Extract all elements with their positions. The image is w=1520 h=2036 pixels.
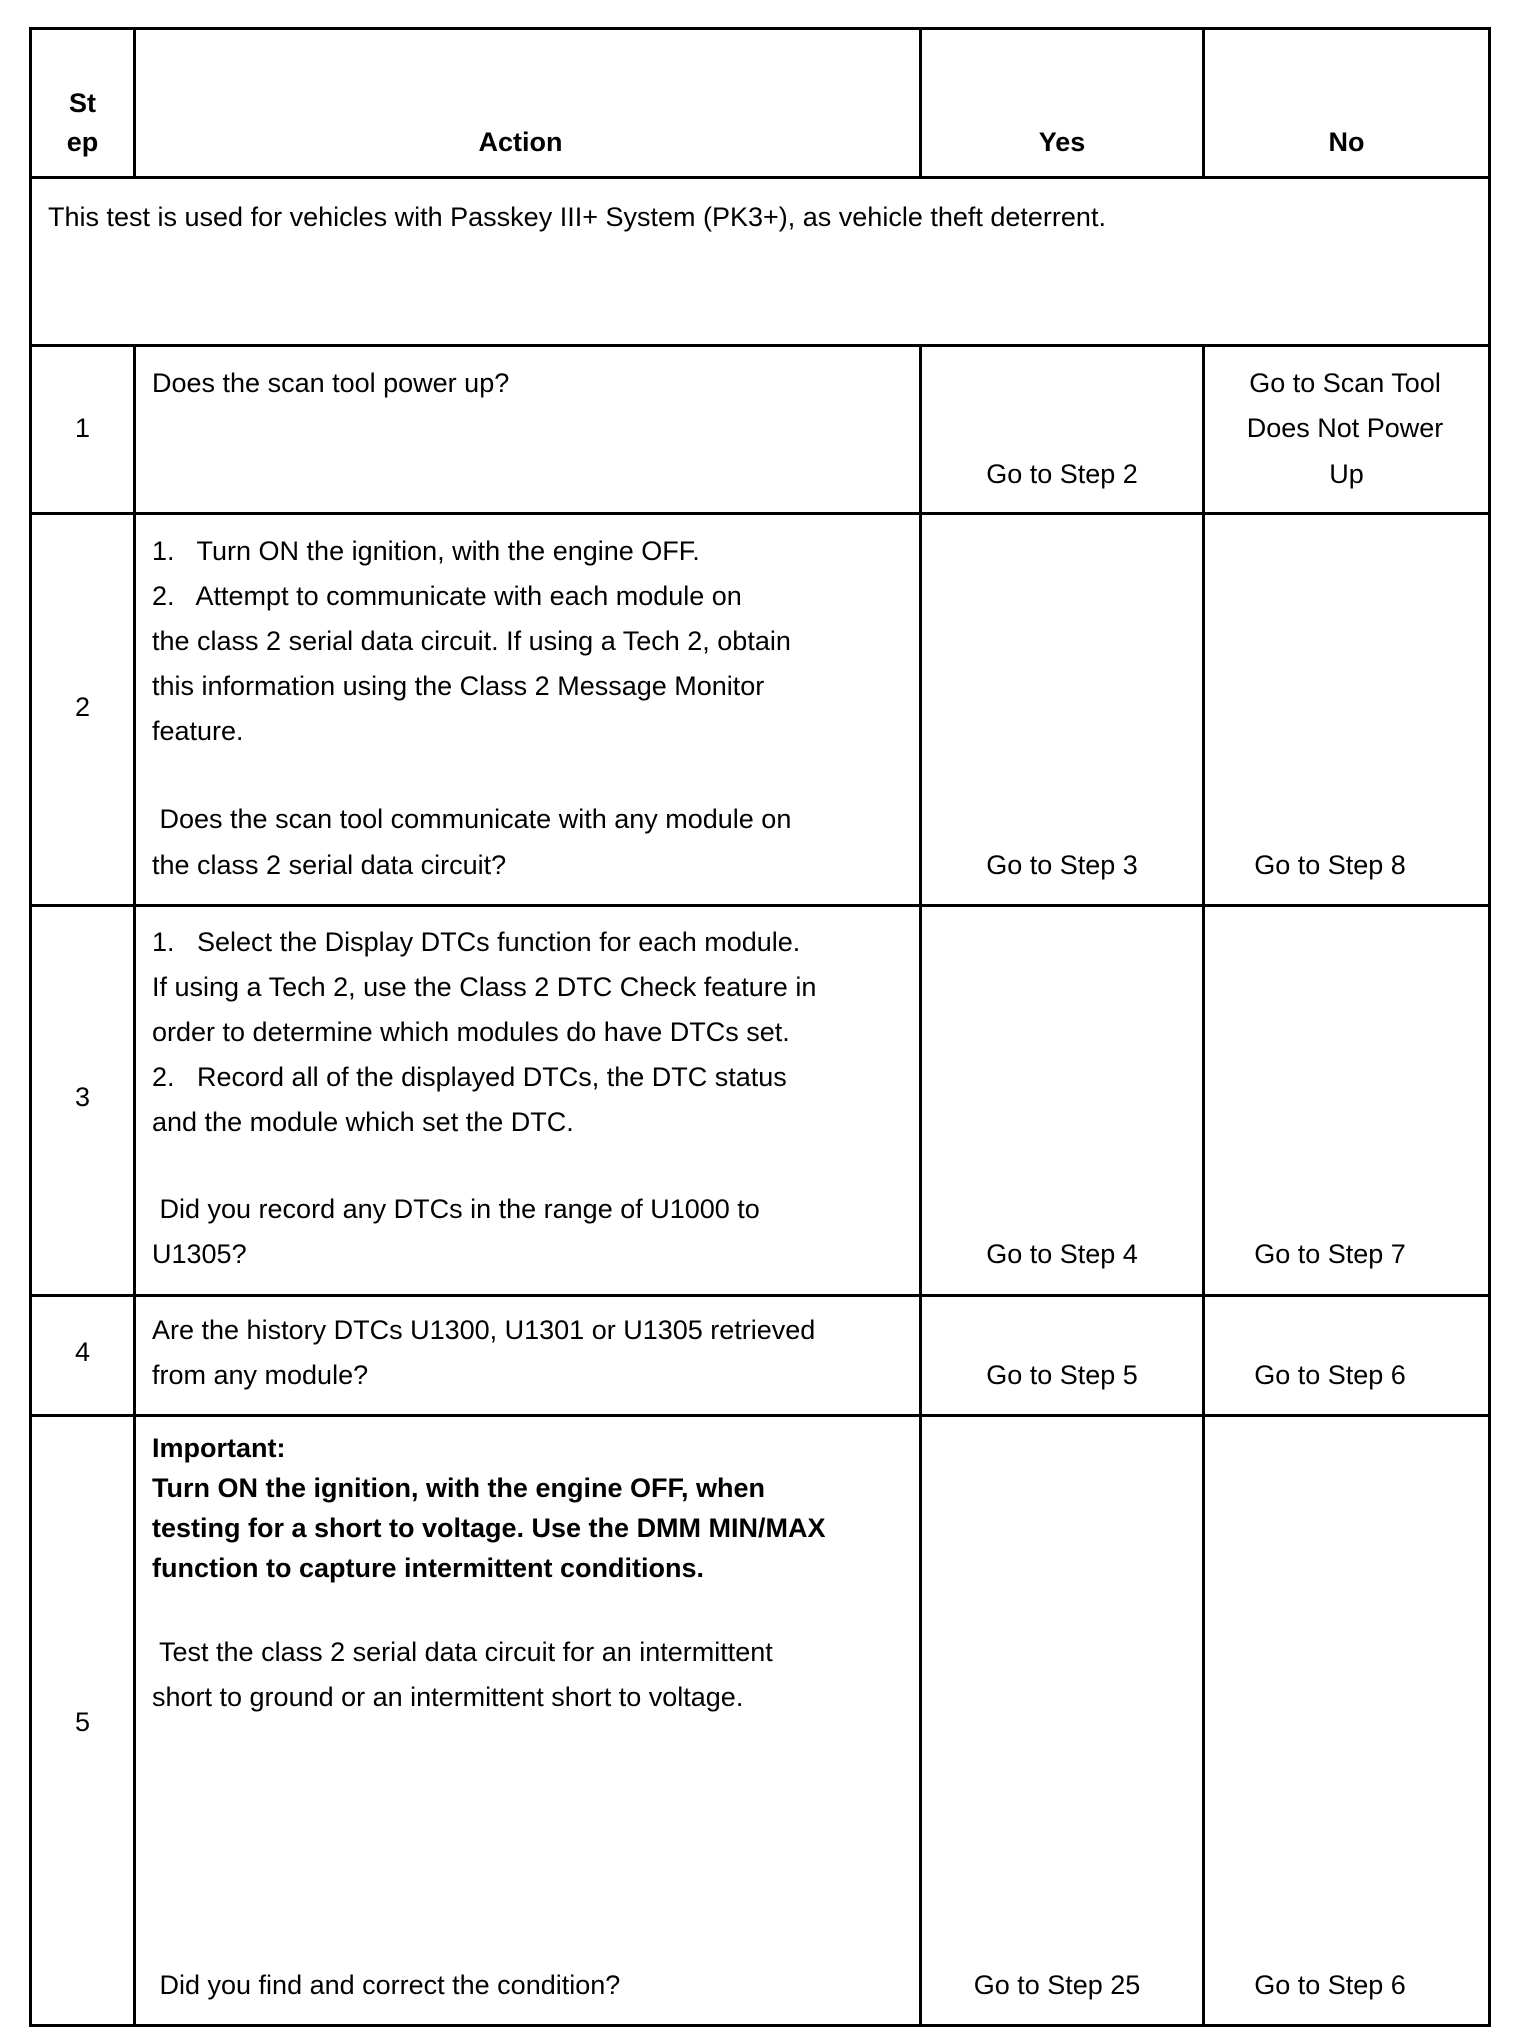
no-result: Go to Step 6 — [1254, 1360, 1406, 1390]
yes-result: Go to Step 5 — [986, 1360, 1138, 1390]
step-number: 3 — [74, 1082, 91, 1112]
action-line: Does the scan tool communicate with any module on — [152, 804, 792, 834]
yes-result: Go to Step 3 — [986, 850, 1138, 880]
row-2-divider — [29, 904, 1491, 907]
no-result: Go to Step 8 — [1254, 850, 1406, 880]
step-number: 4 — [74, 1337, 91, 1367]
action-line: 1. Select the Display DTCs function for each module. — [152, 927, 801, 957]
table-border-right — [1488, 27, 1491, 2027]
important-line: testing for a short to voltage. Use the DMM MIN/MAX — [152, 1513, 826, 1543]
action-line: feature. — [152, 716, 244, 746]
important-heading: Important: — [152, 1433, 286, 1463]
header-no: No — [1328, 127, 1365, 157]
no-result-line: Up — [1329, 459, 1364, 489]
important-line: Turn ON the ignition, with the engine OFF, when — [152, 1473, 765, 1503]
action-line: the class 2 serial data circuit? — [152, 850, 507, 880]
action-line: the class 2 serial data circuit. If using a Tech 2, obtain — [152, 626, 791, 656]
row-4-divider — [29, 1414, 1491, 1417]
action-line: 2. Record all of the displayed DTCs, the DTC status — [152, 1062, 787, 1092]
action-line: from any module? — [152, 1360, 369, 1390]
action-column-divider — [919, 344, 922, 2027]
header-step-line2: ep — [66, 127, 99, 157]
no-result-line: Go to Scan Tool — [1249, 368, 1441, 398]
action-line: If using a Tech 2, use the Class 2 DTC Check feature in — [152, 972, 817, 1002]
step-column-divider — [133, 344, 136, 2027]
action-line: Are the history DTCs U1300, U1301 or U1305 retrieved — [152, 1315, 816, 1345]
yes-result: Go to Step 2 — [986, 459, 1138, 489]
action-line: Did you record any DTCs in the range of U1000 to — [152, 1194, 760, 1224]
step-number: 5 — [74, 1707, 91, 1737]
header-step-line1: St — [69, 88, 96, 118]
yes-result: Go to Step 4 — [986, 1239, 1138, 1269]
header-action: Action — [478, 127, 563, 157]
action-line: short to ground or an intermittent short to voltage. — [152, 1682, 744, 1712]
no-result: Go to Step 7 — [1254, 1239, 1406, 1269]
action-line: order to determine which modules do have DTCs set. — [152, 1017, 790, 1047]
step-number: 1 — [74, 413, 91, 443]
yes-result: Go to Step 25 — [973, 1970, 1141, 2000]
important-line: function to capture intermittent conditions. — [152, 1553, 704, 1583]
step-number: 2 — [74, 692, 91, 722]
action-line: and the module which set the DTC. — [152, 1107, 574, 1137]
action-line: U1305? — [152, 1239, 247, 1269]
action-line: Test the class 2 serial data circuit for an intermittent — [152, 1637, 773, 1667]
action-line: 2. Attempt to communicate with each module on — [152, 581, 742, 611]
row-1-divider — [29, 512, 1491, 515]
table-border-top — [29, 27, 1491, 30]
yes-column-divider — [1202, 344, 1205, 2027]
action-line: 1. Turn ON the ignition, with the engine OFF. — [152, 536, 700, 566]
action-line: this information using the Class 2 Message Monitor — [152, 671, 765, 701]
action-line: Did you find and correct the condition? — [152, 1970, 621, 2000]
table-border-bottom — [29, 2024, 1491, 2027]
no-result-line: Does Not Power — [1246, 413, 1444, 443]
header-divider — [29, 176, 1491, 179]
no-result: Go to Step 6 — [1254, 1970, 1406, 2000]
header-yes: Yes — [1038, 127, 1086, 157]
row-3-divider — [29, 1294, 1491, 1297]
intro-divider — [29, 344, 1491, 347]
action-line: Does the scan tool power up? — [152, 368, 510, 398]
intro-text: This test is used for vehicles with Passkey III+ System (PK3+), as vehicle theft deterrent. — [48, 202, 1106, 232]
